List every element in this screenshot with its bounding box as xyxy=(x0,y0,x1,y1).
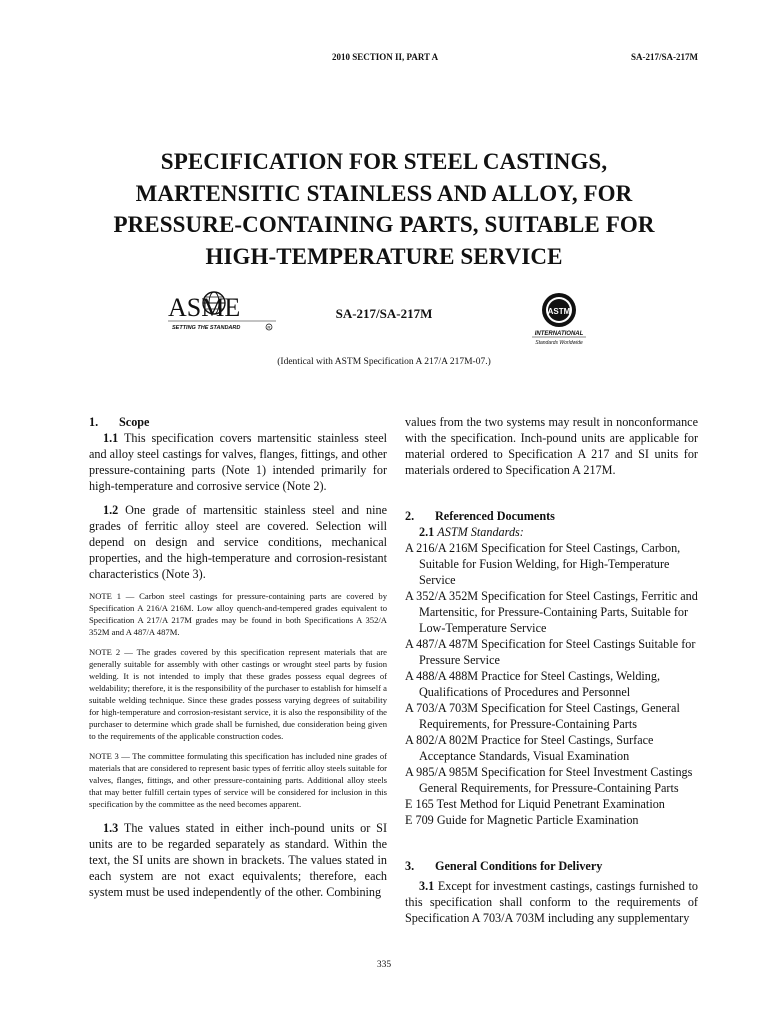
page-number: 335 xyxy=(376,960,392,970)
paragraph-1-3-continued: values from the two systems may result in nonconformance with the specification. Inch-pound units are applicable for material ordered to Specification A 217 and SI units for materials ordered to Specification A 217M. xyxy=(405,415,698,477)
astm-tagline: Standards Worldwide xyxy=(535,340,583,346)
running-header xyxy=(0,52,768,66)
astm-badge: ASTM xyxy=(547,307,571,316)
asme-tagline: SETTING THE STANDARD xyxy=(172,325,241,331)
left-column xyxy=(89,414,387,900)
title-line: SPECIFICATION FOR STEEL CASTINGS, xyxy=(160,149,608,174)
astm-international: INTERNATIONAL xyxy=(534,331,584,337)
section-2-heading: 2. Referenced Documents xyxy=(405,509,555,523)
reference-item: A 802/A 802M Practice for Steel Castings, Surface Acceptance Standards, Visual Examination xyxy=(405,733,654,763)
designation: SA-217/SA-217M xyxy=(335,306,433,321)
reference-item: A 985/A 985M Specification for Steel Investment Castings General Requirements, for Pressure-Containing Parts xyxy=(405,765,693,795)
reference-item: E 709 Guide for Magnetic Particle Examination xyxy=(405,813,639,827)
section-3-heading: 3. General Conditions for Delivery xyxy=(405,859,603,873)
note-3: NOTE 3 — The committee formulating this specification has included nine grades of materials that are considered to represent basic types of ferritic alloy steels suitable for valves, flanges, fittings, and other pressure-containing parts. Additional alloy steels that may better fulfill certain types of service will be considered for inclusion in this specification by the committee as the need becomes apparent. xyxy=(89,751,387,809)
reference-item: A 703/A 703M Specification for Steel Castings, General Requirements, for Pressure-Containing Parts xyxy=(405,701,680,731)
document-title xyxy=(80,146,688,272)
reference-item: A 216/A 216M Specification for Steel Castings, Carbon, Suitable for Fusion Welding, for High-Temperature Service xyxy=(405,541,681,587)
paragraph-1-1: 1.1 This specification covers martensitic stainless steel and alloy steel castings for valves, flanges, fittings, and other pressure-containing parts (Note 1) intended primarily for high-temperature and corrosive service (Note 2). xyxy=(89,431,388,493)
title-line: MARTENSITIC STAINLESS AND ALLOY, FOR xyxy=(135,180,633,206)
reference-item: A 352/A 352M Specification for Steel Castings, Ferritic and Martensitic, for Pressure-Containing Parts, Suitable for Low-Temperature Service xyxy=(405,589,698,635)
section-1-heading: 1. Scope xyxy=(89,415,150,429)
note-1: NOTE 1 — Carbon steel castings for pressure-containing parts are covered by Specification A 216/A 216M. Low alloy quench-and-tempered grades equivalent to Specification A 217/A 217M grades may be found in both Specifications A 352/A 352M and A 487/A 487M. xyxy=(89,591,387,637)
reference-item: A 488/A 488M Practice for Steel Castings, Welding, Qualifications of Procedures and Personnel xyxy=(405,669,661,699)
identical-note: (Identical with ASTM Specification A 217/A 217M-07.) xyxy=(277,357,491,367)
header-section: 2010 SECTION II, PART A xyxy=(332,52,439,62)
registered-icon xyxy=(266,324,272,330)
svg-text:R: R xyxy=(267,324,271,330)
header-designation: SA-217/SA-217M xyxy=(631,52,698,62)
right-column xyxy=(405,414,698,926)
title-line: HIGH-TEMPERATURE SERVICE xyxy=(205,243,563,269)
asme-wordmark: ASME xyxy=(168,293,241,322)
paragraph-2-1: 2.1 ASTM Standards: xyxy=(419,525,524,539)
note-2: NOTE 2 — The grades covered by this specification represent materials that are generally suitable for assembly with other castings or wrought steel parts by fusion welding. It is not intended to imply that these grades possess equal degrees of weldability; therefore, it is the responsibility of the purchaser to establish for himself a suitable welding technique. Since these grades possess varying degrees of suitability for high-temperature and corrosion-resistant service, it is also the responsibility of the purchaser to determine which grade shall be furnished, due consideration being given to the requirements of the applicable construction codes. xyxy=(89,647,387,741)
title-line: PRESSURE-CONTAINING PARTS, SUITABLE FOR xyxy=(113,212,655,237)
paragraph-1-2: 1.2 One grade of martensitic stainless steel and nine grades of ferritic alloy steel are covered. Selection will depend on design and service conditions, mechanical properties, and the high-temperature and corrosion-resistant characteristics (Note 3). xyxy=(89,503,387,581)
paragraph-3-1: 3.1 Except for investment castings, castings furnished to this specification shall conform to the requirements of Specification A 703/A 703M including any supplementary xyxy=(405,879,698,925)
reference-item: A 487/A 487M Specification for Steel Castings Suitable for Pressure Service xyxy=(405,637,696,667)
paragraph-1-3: 1.3 The values stated in either inch-pound units or SI units are to be regarded separately as standard. Within the text, the SI units are shown in brackets. The values stated in each system are not exact equivalents; therefore, each system must be used independently of the other. Combining xyxy=(89,821,388,899)
reference-item: E 165 Test Method for Liquid Penetrant Examination xyxy=(405,797,665,811)
